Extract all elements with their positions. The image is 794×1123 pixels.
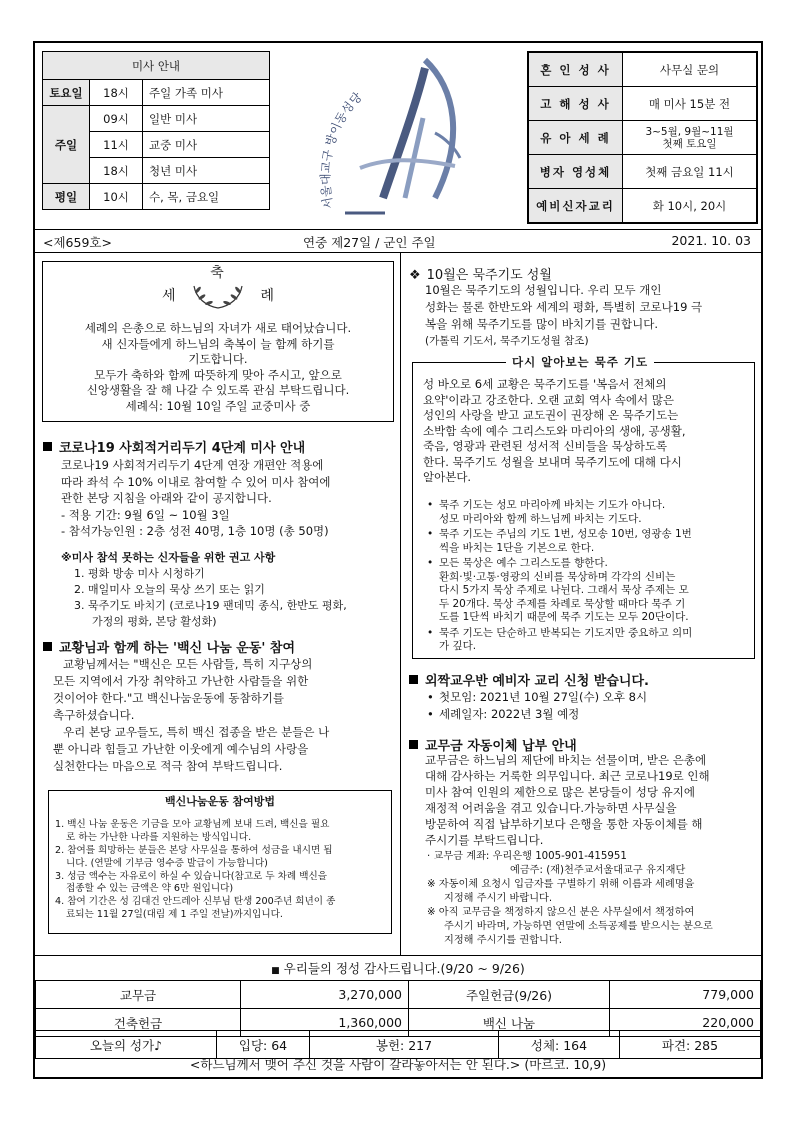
mass-desc: 교중 미사 <box>143 132 270 158</box>
guide-line: 접종할 수 있는 금액은 약 6만 원입니다) <box>66 883 234 895</box>
issue-number: <제659호> <box>43 235 112 250</box>
rosary-box-line: 성 바오로 6세 교황은 묵주기도를 '복음서 전체의 <box>423 377 667 391</box>
mass-time: 11시 <box>90 132 143 158</box>
guide-line: 료되는 11월 27일(대림 제 1 주일 전날)까지입니다. <box>66 909 283 921</box>
square-bullet-icon <box>409 675 418 684</box>
covid-line: 따라 좌석 수 10% 이내로 참여할 수 있어 미사 참여에 <box>61 474 331 489</box>
sacrament-value: 사무실 문의 <box>623 52 758 87</box>
autopay-title: 교무금 자동이체 납부 안내 <box>409 735 577 754</box>
laurel-icon <box>186 282 250 310</box>
guide-line: 2. 참여를 희망하는 분들은 본당 사무실을 통하여 성금을 내시면 됩 <box>55 844 333 856</box>
vaccine-line: 것이어야 한다."고 백신나눔운동에 동참하기를 <box>53 691 284 705</box>
table-row <box>528 155 757 189</box>
table-row <box>43 106 270 132</box>
baptism-line: 신앙생활을 잘 해 나갈 수 있도록 관심 부탁드립니다. <box>86 383 350 397</box>
vaccine-title: 교황님과 함께 하는 '백신 나눔 운동' 참여 <box>43 637 295 656</box>
hymn-label: 오늘의 성가♪ <box>36 1031 217 1059</box>
baptism-line: 기도합니다. <box>188 352 248 366</box>
mass-desc: 수, 목, 금요일 <box>143 184 270 210</box>
table-row <box>528 189 757 224</box>
footer-quote: <하느님께서 맺어 주신 것을 사람이 갈라놓아서는 안 된다.> (마르코. 10,9) <box>189 1057 607 1072</box>
vaccine-line: 모든 지역에서 가장 취약하고 가난한 사람들을 위한 <box>53 674 309 688</box>
mass-desc: 청년 미사 <box>143 158 270 184</box>
offering-label: 건축헌금 <box>36 1009 241 1037</box>
covid-line: - 참석가능인원 : 2층 성전 40명, 1층 10명 (총 50명) <box>61 524 329 538</box>
rosary-line: 성화는 물론 한반도와 세계의 평화, 특별히 코로나19 극 <box>425 300 703 314</box>
hymn-dismissal: 파견: 285 <box>620 1031 761 1059</box>
autopay-note: 지정해 주시기 바랍니다. <box>444 893 553 904</box>
covid-recommend-item: 가정의 평화, 본당 활성화) <box>92 615 217 628</box>
square-bullet-icon <box>43 442 52 451</box>
vaccine-line: 촉구하셨습니다. <box>53 708 135 722</box>
offering-value: 3,270,000 <box>241 981 409 1009</box>
table-row <box>528 52 757 87</box>
autopay-line: 미사 참여 인원의 제한으로 많은 본당들이 성당 유지에 <box>425 785 695 799</box>
list-item: • 첫모임: 2021년 10월 27일(수) 오후 8시 <box>425 689 755 706</box>
autopay-note: ※ 자동이체 요청시 입금자를 구별하기 위해 이름과 세례명을 <box>427 879 695 890</box>
mass-desc: 주일 가족 미사 <box>143 80 270 106</box>
sacrament-label: 고 해 성 사 <box>528 87 623 121</box>
covid-title: 코로나19 사회적거리두기 4단계 미사 안내 <box>43 437 305 456</box>
autopay-note: · 교무금 계좌: 우리은행 1005-901-415951 <box>427 851 627 862</box>
hymn-offertory: 봉헌: 217 <box>310 1031 499 1059</box>
autopay-line: 재정적 어려움을 겪고 있습니다.가능하면 사무실을 <box>425 801 677 815</box>
baptism-line: 모두가 축하와 함께 따뜻하게 맞아 주시고, 앞으로 <box>94 367 342 382</box>
baptism-title-left: 세 <box>162 287 176 304</box>
list-item: • 묵주 기도는 단순하고 반복되는 기도지만 중요하고 의미 가 깊다. <box>425 627 753 654</box>
square-bullet-icon <box>409 740 418 749</box>
rosary-box-line: 성인의 사랑을 받고 교도권이 권장해 온 묵주기도는 <box>423 408 679 422</box>
sacrament-label: 병자 영성체 <box>528 155 623 189</box>
mass-desc: 일반 미사 <box>143 106 270 132</box>
rosary-line: 10월은 묵주기도의 성월입니다. 우리 모두 개인 <box>425 283 662 297</box>
thanks-table <box>35 980 761 1037</box>
rosary-box-intro <box>423 377 751 486</box>
sacrament-value: 3~5월, 9월~11월 첫째 토요일 <box>623 121 758 155</box>
table-row <box>36 981 761 1009</box>
rosary-title: ❖ 10월은 묵주기도 성월 <box>409 268 552 283</box>
covid-recommend-item: 2. 매일미사 오늘의 묵상 쓰기 또는 읽기 <box>74 583 265 596</box>
column-divider <box>400 252 401 955</box>
vaccine-line: 실천한다는 마음으로 적극 참여 부탁드립니다. <box>53 759 283 773</box>
diamond-bullet-icon: ❖ <box>409 268 421 283</box>
vaccine-body <box>53 656 393 775</box>
rosary-box-bullets <box>425 499 753 654</box>
rosary-box <box>412 355 755 659</box>
baptism-line: 새 신자들에게 하느님의 축복이 늘 함께 하기를 <box>101 336 335 351</box>
baptism-title-right: 례 <box>260 287 274 304</box>
offering-value: 779,000 <box>610 981 761 1009</box>
list-item: • 모든 묵상은 예수 그리스도를 향한다. 환희·빛·고통·영광의 신비를 묵상하며 각각의 신비는 다시 5가지 묵상 주제로 나뉜다. 그래서 묵상 주제는 모 두 20개다. 묵상 주제를 차례로 묵상할 때마다 묵주 기 도를 1단씩 바치기 때문에 묵주 기도는 모두 20단이다. <box>425 557 753 625</box>
baptism-box <box>42 261 394 422</box>
guide-line: 3. 성금 액수는 자유로이 하실 수 있습니다(참고로 두 차례 백신을 <box>55 870 328 882</box>
rosary-box-line: 죽음, 영광과 관련된 성서적 신비들을 묵상하도록 <box>423 439 668 453</box>
autopay-note: ※ 아직 교무금을 책정하지 않으신 분은 사무실에서 책정하여 <box>427 907 695 918</box>
offering-label: 백신 나눔 <box>409 1009 610 1037</box>
rosary-box-title: 다시 알아보는 묵주 기도 <box>506 354 654 370</box>
sacrament-label: 혼 인 성 사 <box>528 52 623 87</box>
thanks-title: ■ 우리들의 정성 감사드립니다.(9/20 ~ 9/26) <box>35 955 761 981</box>
square-bullet-icon <box>43 642 52 651</box>
rosary-box-line: 한다. 묵주기도 성월을 보내며 묵주기도에 대해 다시 <box>423 454 682 469</box>
mass-schedule-title: 미사 안내 <box>43 52 270 80</box>
vaccine-line: 우리 본당 교우들도, 특히 백신 접종을 받은 분들은 나 <box>63 725 330 739</box>
mass-time: 09시 <box>90 106 143 132</box>
sacrament-value: 첫째 금요일 11시 <box>623 155 758 189</box>
guide-line: 로 하는 가난한 나라를 지원하는 방식입니다. <box>66 831 252 843</box>
rosary-box-line: 요약'이라고 강조한다. 오랜 교회 역사 속에서 많은 <box>423 392 674 407</box>
offering-value: 220,000 <box>610 1009 761 1037</box>
autopay-line: 주시기를 부탁드립니다. <box>425 833 544 847</box>
list-item: • 묵주 기도는 주님의 기도 1번, 성모송 10번, 영광송 1번 씩을 바치는 1단을 기본으로 한다. <box>425 528 753 555</box>
table-row <box>528 87 757 121</box>
list-item: • 세례일자: 2022년 3월 예정 <box>425 706 755 723</box>
guide-line: 1. 백신 나눔 운동은 기금을 모아 교황님께 보내 드려, 백신을 필요 <box>55 818 330 830</box>
sacraments-table <box>527 51 758 224</box>
sacrament-label: 유 아 세 례 <box>528 121 623 155</box>
mass-day: 평일 <box>43 184 90 210</box>
autopay-line: 방문하여 직접 납부하기보다 은행을 통한 자동이체를 해 <box>425 817 703 831</box>
autopay-note: 예금주: (재)천주교서울대교구 유지재단 <box>510 865 686 876</box>
baptism-line: 세례의 은총으로 하느님의 자녀가 새로 태어났습니다. <box>84 321 352 335</box>
list-item: • 묵주 기도는 성모 마리아께 바치는 기도가 아니다. 성모 마리아와 함께 하느님께 바치는 기도다. <box>425 499 753 526</box>
autopay-note: 주시기 바라며, 가능하면 연말에 소득공제를 받으시는 분으로 <box>444 921 713 932</box>
vaccine-guide-title: 백신나눔운동 참여방법 <box>164 795 276 808</box>
rosary-box-line: 알아본다. <box>423 470 472 484</box>
covid-line: - 적용 기간: 9월 6일 ~ 10월 3일 <box>61 507 230 522</box>
autopay-notes <box>427 850 760 948</box>
baptism-text <box>43 321 393 414</box>
table-row <box>43 80 270 106</box>
mass-time: 10시 <box>90 184 143 210</box>
covid-recommend-item: 1. 평화 방송 미사 시청하기 <box>74 567 205 580</box>
sacrament-label: 예비신자교리 <box>528 189 623 224</box>
table-row <box>528 121 757 155</box>
covid-recommend-item: 3. 묵주기도 바치기 (코로나19 팬데믹 종식, 한반도 평화, <box>74 599 347 612</box>
covid-line: 관한 본당 지침을 아래와 같이 공지합니다. <box>61 491 272 505</box>
covid-body <box>61 457 396 540</box>
guide-line: 4. 참여 기간은 성 김대건 안드레아 신부님 탄생 200주년 희년이 종 <box>55 896 336 908</box>
issue-title: 연중 제27일 / 군인 주일 <box>303 235 436 250</box>
vaccine-line: 뿐 아니라 힘들고 가난한 이웃에게 예수님의 사랑을 <box>53 742 309 756</box>
hymn-entrance: 입당: 64 <box>217 1031 310 1059</box>
hymn-communion: 성체: 164 <box>499 1031 620 1059</box>
baptism-line: 세례식: 10월 10일 주일 교중미사 중 <box>125 398 311 413</box>
rosary-line: 복을 위해 묵주기도를 많이 바치기를 권합니다. <box>425 317 659 331</box>
covid-recommend <box>61 550 396 630</box>
autopay-note: 지정해 주시기를 권합니다. <box>444 935 562 946</box>
catechism-title: 외짝교우반 예비자 교리 신청 받습니다. <box>409 670 649 689</box>
offering-label: 교무금 <box>36 981 241 1009</box>
vaccine-guide-box <box>48 790 392 934</box>
rosary-box-line: 소박함 속에 예수 그리스도와 마리아의 생애, 공생활, <box>423 423 686 438</box>
sacrament-value: 화 10시, 20시 <box>623 189 758 224</box>
mass-time: 18시 <box>90 80 143 106</box>
autopay-line: 교무금은 하느님의 제단에 바치는 선물이며, 받은 은총에 <box>425 753 707 767</box>
guide-line: 니다. (연말에 기부금 영수증 발급이 가능합니다) <box>66 857 268 869</box>
baptism-celebrate: 축 <box>210 265 226 281</box>
issue-date: 2021. 10. 03 <box>671 233 751 248</box>
issue-bar <box>35 229 761 253</box>
covid-line: 코로나19 사회적거리두기 4단계 연장 개편안 적용에 <box>61 458 324 472</box>
rosary-line: (가톨릭 기도서, 묵주기도성월 참조) <box>425 335 589 347</box>
vaccine-line: 교황님께서는 "백신은 모든 사람들, 특히 지구상의 <box>63 657 313 671</box>
autopay-body <box>425 752 760 848</box>
offering-label: 주일헌금(9/26) <box>409 981 610 1009</box>
catechism-items <box>425 689 755 722</box>
autopay-line: 대해 감사하는 거룩한 의무입니다. 최근 코로나19로 인해 <box>425 769 710 783</box>
square-bullet-icon: ■ <box>271 966 280 976</box>
church-logo <box>305 48 495 226</box>
table-row <box>43 184 270 210</box>
offering-value: 1,360,000 <box>241 1009 409 1037</box>
mass-day: 주일 <box>43 106 90 184</box>
mass-schedule-table <box>42 51 270 210</box>
baptism-title <box>43 266 393 306</box>
covid-recommend-title: ※미사 참석 못하는 신자들을 위한 권고 사항 <box>61 551 276 564</box>
mass-time: 18시 <box>90 158 143 184</box>
rosary-body <box>425 282 760 350</box>
sacrament-value: 매 미사 15분 전 <box>623 87 758 121</box>
mass-day: 토요일 <box>43 80 90 106</box>
logo-text: 서울대교구 방이동성당 <box>318 89 365 210</box>
